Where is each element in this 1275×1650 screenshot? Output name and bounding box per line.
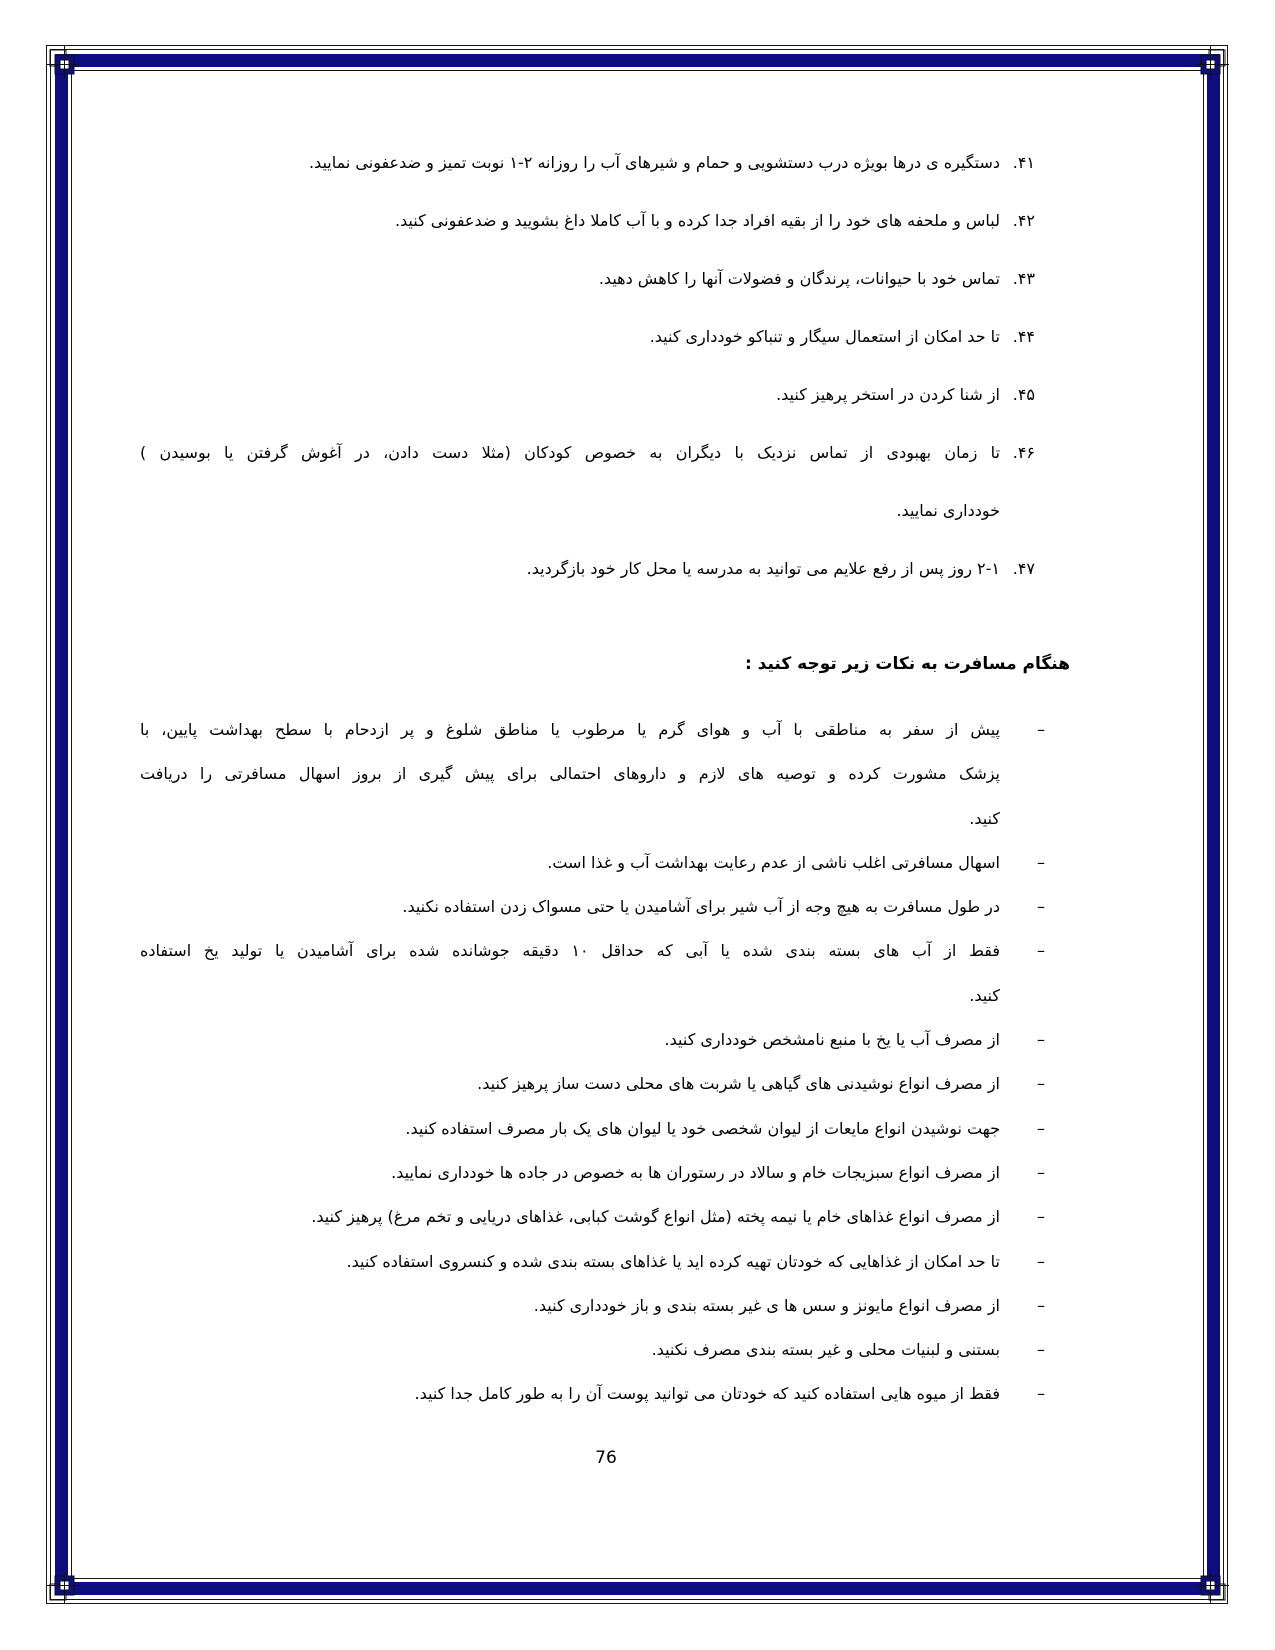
text-line: از مصرف آب یا یخ با منبع نامشخص خودداری کنید.: [664, 1030, 1000, 1050]
bullet-list-item: [140, 1240, 1070, 1284]
bullet-dash: –: [1037, 1251, 1045, 1271]
page-content: [140, 134, 1070, 1417]
page-number: 76: [595, 1448, 617, 1468]
text-line: خودداری نمایید.: [896, 501, 1000, 520]
bullet-dash: –: [1037, 1340, 1045, 1360]
numbered-list: [140, 134, 1070, 598]
text-line: ۲-۱ روز پس از رفع علایم می توانید به مدرسه یا محل کار خود بازگردید.: [526, 559, 1000, 578]
item-text: [140, 708, 1000, 841]
bullet-list-item: [140, 1018, 1070, 1062]
bullet-list-item: [140, 841, 1070, 885]
text-line: از مصرف انواع غذاهای خام یا نیمه پخته (مثل انواع گوشت کبابی، غذاهای دریایی و تخم مرغ) پرهیز کنید.: [311, 1207, 1000, 1227]
bullet-list-item: [140, 1195, 1070, 1239]
item-text: [140, 929, 1000, 1018]
bullet-list-item: [140, 1328, 1070, 1372]
item-number: ۴۱.: [1012, 153, 1035, 172]
corner-ornament-top-left: [44, 44, 80, 80]
item-text: [140, 1151, 1000, 1195]
bullet-dash: –: [1037, 1207, 1045, 1227]
text-line: دستگیره ی درها بویژه درب دستشویی و حمام و شیرهای آب را روزانه ۲-۱ نوبت تمیز و ضدعفونی نمایید.: [308, 153, 1000, 172]
travel-tips-list: [140, 708, 1070, 1417]
bullet-list-item: [140, 929, 1070, 1018]
item-text: [140, 885, 1000, 929]
bullet-dash: –: [1037, 852, 1045, 872]
item-number: ۴۷.: [1012, 559, 1035, 578]
bullet-dash: –: [1037, 1295, 1045, 1315]
text-line: از مصرف انواع نوشیدنی های گیاهی یا شربت های محلی دست ساز پرهیز کنید.: [477, 1074, 1000, 1094]
corner-ornament-bottom-left: [44, 1570, 80, 1606]
item-text: [140, 192, 1000, 250]
item-text: [140, 1062, 1000, 1106]
item-text: [140, 1240, 1000, 1284]
text-line: بستنی و لبنیات محلی و غیر بسته بندی مصرف نکنید.: [651, 1340, 1000, 1360]
text-line: کنید.: [969, 985, 1000, 1005]
bullet-list-item: [140, 708, 1070, 841]
numbered-list-item: [140, 424, 1070, 540]
text-line: فقط از آب های بسته بندی شده یا آبی که حداقل ۱۰ دقیقه جوشانده شده برای آشامیدن یا تولید یخ استفاده: [140, 941, 1000, 961]
bullet-dash: –: [1037, 1074, 1045, 1094]
bullet-list-item: [140, 1151, 1070, 1195]
item-text: [140, 1284, 1000, 1328]
text-line: تا حد امکان از استعمال سیگار و تنباکو خودداری کنید.: [649, 327, 1000, 346]
item-text: [140, 308, 1000, 366]
bullet-list-item: [140, 1284, 1070, 1328]
text-line: تا زمان بهبودی از تماس نزدیک با دیگران به خصوص کودکان (مثلا دست دادن، در آغوش گرفتن یا بوسیدن ): [140, 443, 1000, 462]
text-line: از مصرف انواع سبزیجات خام و سالاد در رستوران ها به خصوص در جاده ها خودداری نمایید.: [391, 1162, 1000, 1182]
bullet-list-item: [140, 1372, 1070, 1416]
bullet-dash: –: [1037, 1118, 1045, 1138]
text-line: از مصرف انواع مایونز و سس ها ی غیر بسته بندی و باز خودداری کنید.: [533, 1295, 1000, 1315]
text-line: تا حد امکان از غذاهایی که خودتان تهیه کرده اید یا غذاهای بسته بندی شده و کنسروی استفاده کنید.: [346, 1251, 1000, 1271]
item-text: [140, 134, 1000, 192]
item-number: ۴۴.: [1012, 327, 1035, 346]
item-text: [140, 1195, 1000, 1239]
text-line: پیش از سفر به مناطقی با آب و هوای گرم یا مرطوب یا مناطق شلوغ و پر ازدحام با سطح بهداشت پایین، با: [140, 720, 1000, 739]
item-text: [140, 1018, 1000, 1062]
bullet-dash: –: [1037, 941, 1045, 961]
bullet-list-item: [140, 1107, 1070, 1151]
item-text: [140, 250, 1000, 308]
text-line: اسهال مسافرتی اغلب ناشی از عدم رعایت بهداشت آب و غذا است.: [547, 852, 1000, 872]
bullet-list-item: [140, 885, 1070, 929]
item-text: [140, 540, 1000, 598]
text-line: لباس و ملحفه های خود را از بقیه افراد جدا کرده و با آب کاملا داغ بشویید و ضدعفونی کنید.: [394, 211, 1000, 230]
corner-ornament-top-right: [1195, 44, 1231, 80]
bullet-dash: –: [1037, 720, 1045, 739]
text-line: پزشک مشورت کرده و توصیه های لازم و داروهای احتمالی برای پیش گیری از بروز اسهال مسافرتی را دریافت: [140, 764, 1000, 784]
item-text: [140, 1107, 1000, 1151]
section-heading: هنگام مسافرت به نکات زیر توجه کنید :: [744, 654, 1070, 674]
text-line: از شنا کردن در استخر پرهیز کنید.: [776, 385, 1000, 404]
text-line: جهت نوشیدن انواع مایعات از لیوان شخصی خود یا لیوان های یک بار مصرف استفاده کنید.: [405, 1118, 1000, 1138]
numbered-list-item: [140, 134, 1070, 192]
corner-ornament-bottom-right: [1195, 1570, 1231, 1606]
bullet-dash: –: [1037, 897, 1045, 917]
item-text: [140, 1372, 1000, 1416]
text-line: تماس خود با حیوانات، پرندگان و فضولات آنها را کاهش دهید.: [598, 269, 1000, 288]
item-text: [140, 366, 1000, 424]
item-text: [140, 1328, 1000, 1372]
numbered-list-item: [140, 308, 1070, 366]
text-line: فقط از میوه هایی استفاده کنید که خودتان می توانید پوست آن را به طور کامل جدا کنید.: [414, 1384, 1000, 1404]
numbered-list-item: [140, 366, 1070, 424]
bullet-dash: –: [1037, 1384, 1045, 1404]
text-line: کنید.: [969, 808, 1000, 828]
text-line: در طول مسافرت به هیچ وجه از آب شیر برای آشامیدن یا حتی مسواک زدن استفاده نکنید.: [402, 897, 1000, 917]
numbered-list-item: [140, 250, 1070, 308]
bullet-dash: –: [1037, 1030, 1045, 1050]
numbered-list-item: [140, 540, 1070, 598]
bullet-list-item: [140, 1062, 1070, 1106]
numbered-list-item: [140, 192, 1070, 250]
item-number: ۴۳.: [1012, 269, 1035, 288]
item-number: ۴۶.: [1012, 443, 1035, 462]
bullet-dash: –: [1037, 1162, 1045, 1182]
item-text: [140, 841, 1000, 885]
item-number: ۴۲.: [1012, 211, 1035, 230]
item-number: ۴۵.: [1012, 385, 1035, 404]
item-text: [140, 424, 1000, 540]
